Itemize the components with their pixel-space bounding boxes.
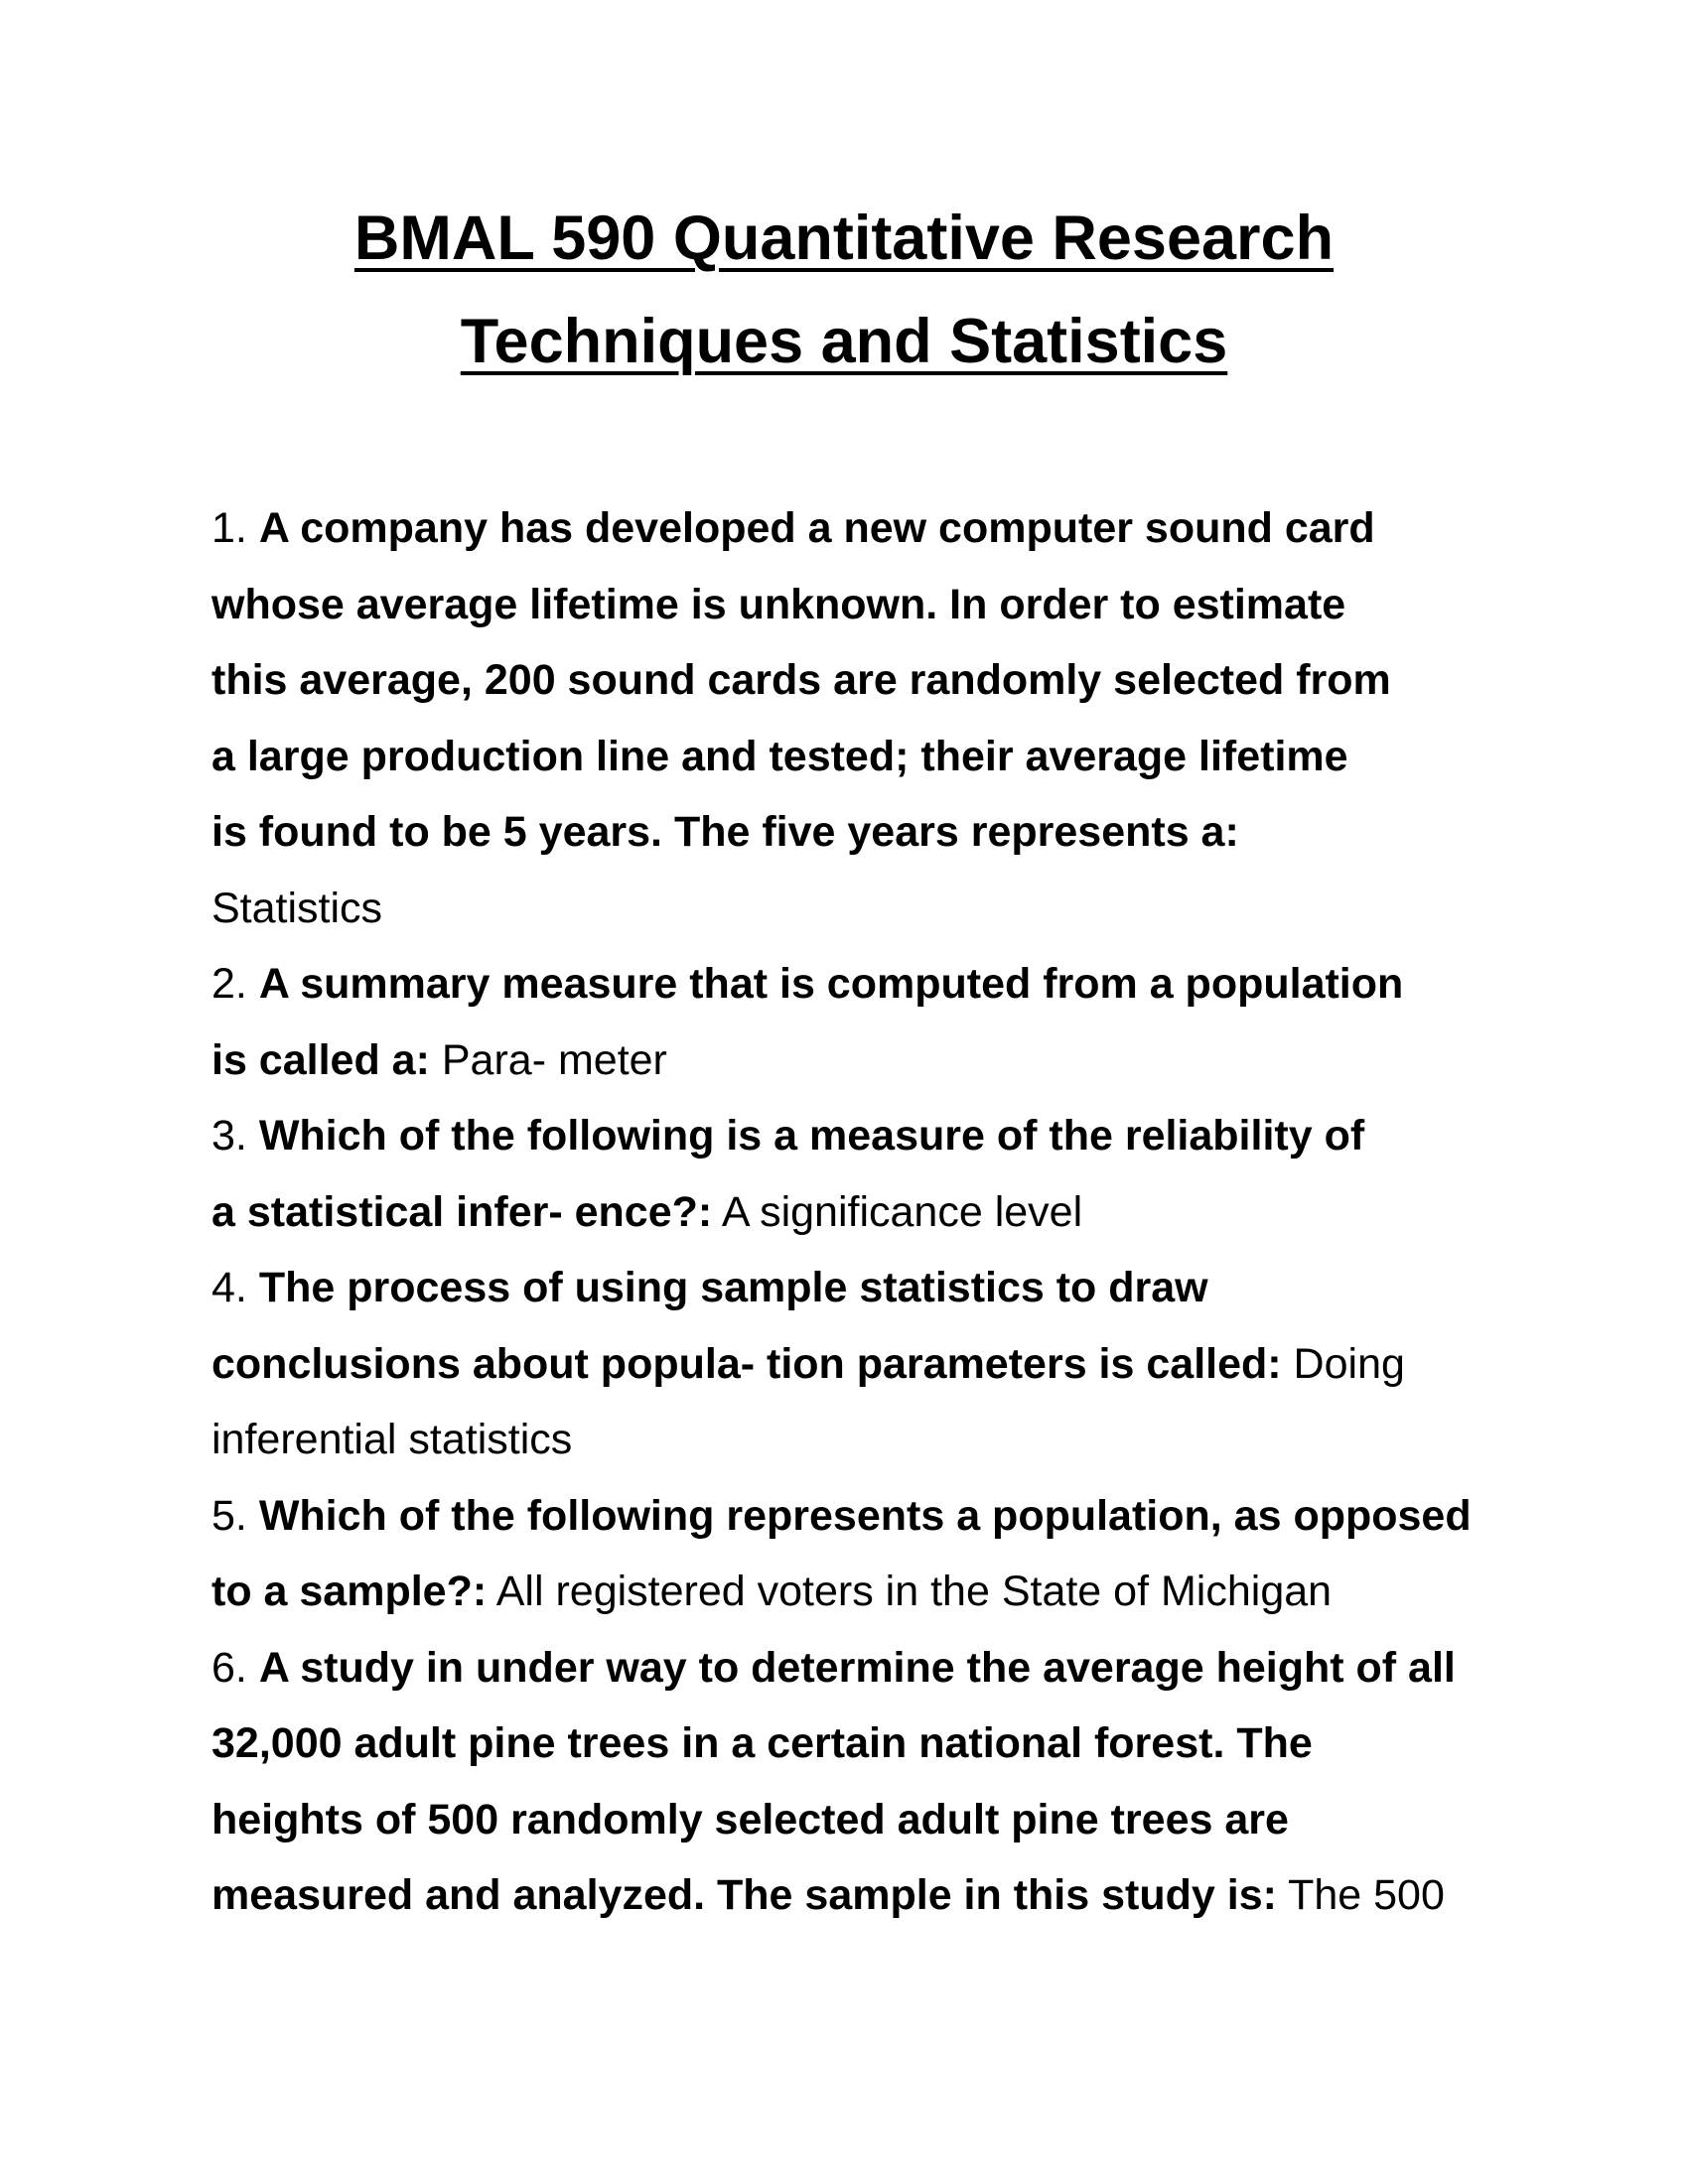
question-3-line-1 bbox=[211, 1098, 1502, 1174]
question-2-text-end: is called a: bbox=[211, 1035, 430, 1084]
question-2-line-1 bbox=[211, 946, 1502, 1023]
document-title-line-2 bbox=[0, 304, 1688, 379]
question-3-text: Which of the following is a measure of the reliability of bbox=[258, 1112, 1365, 1160]
question-3-number: 3. bbox=[211, 1112, 247, 1160]
question-4-line-2 bbox=[211, 1326, 1502, 1403]
question-1-text: A company has developed a new computer sound card bbox=[258, 504, 1375, 552]
question-6-text: A study in under way to determine the average height of all bbox=[258, 1643, 1456, 1692]
title-text-1: BMAL 590 Quantitative Research bbox=[353, 204, 1335, 273]
question-6-line-1 bbox=[211, 1630, 1502, 1706]
question-6-number: 6. bbox=[211, 1643, 247, 1692]
question-list bbox=[211, 490, 1502, 1934]
question-1-line-5: is found to be 5 years. The five years represents a: bbox=[211, 808, 1239, 856]
question-6-line-4 bbox=[211, 1857, 1502, 1934]
question-5-line-1 bbox=[211, 1478, 1502, 1555]
document-title-line-1 bbox=[0, 201, 1688, 276]
question-1-line-4: a large production line and tested; their average lifetime bbox=[211, 732, 1348, 780]
question-6-line-3: heights of 500 randomly selected adult pine trees are bbox=[211, 1795, 1289, 1843]
question-4-text: The process of using sample statistics to draw bbox=[258, 1264, 1208, 1311]
question-1-line-1 bbox=[211, 490, 1502, 567]
question-1-number: 1. bbox=[211, 504, 247, 552]
question-4-text-end: conclusions about popula- tion parameters is called: bbox=[211, 1339, 1282, 1388]
question-6-answer: The 500 bbox=[1288, 1871, 1445, 1919]
question-4-line-1 bbox=[211, 1250, 1502, 1326]
question-5-line-2 bbox=[211, 1554, 1502, 1630]
question-5-answer: All registered voters in the State of Michigan bbox=[495, 1568, 1333, 1615]
question-2-number: 2. bbox=[211, 960, 247, 1008]
question-6-line-2: 32,000 adult pine trees in a certain national forest. The bbox=[211, 1719, 1313, 1767]
question-1-line-2: whose average lifetime is unknown. In order to estimate bbox=[211, 580, 1346, 628]
question-4-answer-end: inferential statistics bbox=[211, 1416, 573, 1463]
question-4-number: 4. bbox=[211, 1264, 247, 1311]
question-3-line-2 bbox=[211, 1174, 1502, 1251]
title-text-2: Techniques and Statistics bbox=[460, 307, 1228, 376]
question-2-answer: Para- meter bbox=[441, 1035, 667, 1084]
question-2-line-2 bbox=[211, 1023, 1502, 1099]
question-1-line-3: this average, 200 sound cards are randomly selected from bbox=[211, 656, 1391, 704]
question-2-text: A summary measure that is computed from a population bbox=[258, 960, 1404, 1008]
question-5-text-end: to a sample?: bbox=[211, 1568, 488, 1615]
question-1-answer: Statistics bbox=[211, 884, 383, 932]
question-6-text-end: measured and analyzed. The sample in this study is: bbox=[211, 1871, 1277, 1919]
question-4-answer-start: Doing bbox=[1293, 1339, 1405, 1388]
question-3-answer: A significance level bbox=[721, 1187, 1083, 1236]
question-5-number: 5. bbox=[211, 1491, 247, 1540]
question-5-text: Which of the following represents a population, as opposed bbox=[258, 1491, 1472, 1540]
question-3-text-end: a statistical infer- ence?: bbox=[211, 1187, 713, 1236]
